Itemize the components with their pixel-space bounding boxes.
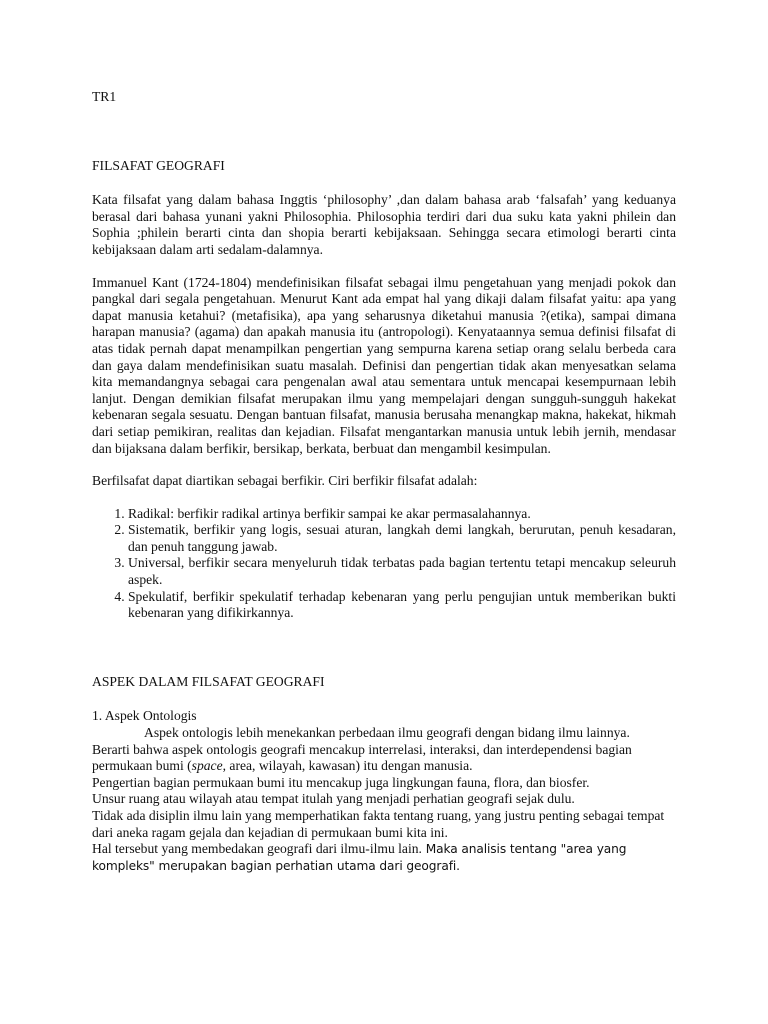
text-segment: Hal tersebut yang membedakan geografi dari ilmu-ilmu lain. — [92, 841, 422, 857]
italic-term-space: space — [191, 758, 223, 774]
paragraph-ontologis-area — [92, 841, 676, 874]
paragraph-kant: Immanuel Kant (1724-1804) mendefinisikan filsafat sebagai ilmu pengetahuan yang menjadi pokok dan pangkal dari segala pengetahuan. Menurut Kant ada empat hal yang dikaji dalam filsafat yaitu: apa yang dapat manusia ketahui? (metafisika), apa yang seharusnya diketahui manusia ?(etika), sampai dimana harapan manusia? (agama) dan apakah manusia itu (antropologi). Kenyataannya semua definisi filsafat di atas tidak pernah dapat menampilkan pengertian yang sempurna karena setiap orang selalu berbeda cara dan gaya dalam mendefinisikan suatu masalah. Definisi dan pengertian tidak akan menyesatkan selama kita memandangnya sebagai cara pengenalan awal atau sementara untuk mencapai kesempurnaan lebih lanjut. Dengan demikian filsafat merupakan ilmu yang mempelajari dengan sungguh-sungguh hakekat kebenaran segala sesuatu. Dengan bantuan filsafat, manusia berusaha menangkap makna, hakekat, hikmah dari setiap pemikiran, realitas dan kejadian. Filsafat mengantarkan manusia untuk lebih jernih, mendasar dan bijaksana dalam berfikir, bersikap, berkata, berbuat dan mengambil kesimpulan. — [92, 274, 676, 456]
list-item: 4. Spekulatif, berfikir spekulatif terhadap kebenaran yang perlu pengujian untuk memberikan bukti kebenaran yang difikirkannya. — [128, 589, 676, 622]
list-item: 1. Radikal: berfikir radikal artinya berfikir sampai ke akar permasalahannya. — [128, 506, 676, 523]
paragraph-berfilsafat: Berfilsafat dapat diartikan sebagai berfikir. Ciri berfikir filsafat adalah: — [92, 473, 478, 489]
paragraph-ontologis-biosfer: Pengertian bagian permukaan bumi itu mencakup juga lingkungan fauna, flora, dan biosfer. — [92, 774, 590, 790]
header-code: TR1 — [92, 89, 117, 104]
paragraph-ontologis-ruang: Unsur ruang atau wilayah atau tempat itulah yang menjadi perhatian geografi sejak dulu. — [92, 791, 575, 807]
paragraph-ontologis-intro: Aspek ontologis lebih menekankan perbedaan ilmu geografi dengan bidang ilmu lainnya. — [144, 725, 630, 741]
list-item: 2. Sistematik, berfikir yang logis, sesuai aturan, langkah demi langkah, berurutan, penuh kesadaran, dan penuh tanggung jawab. — [128, 522, 676, 555]
document-page — [92, 89, 676, 874]
section-title-aspek: ASPEK DALAM FILSAFAT GEOGRAFI — [92, 673, 325, 689]
subsection-title-ontologis: 1. Aspek Ontologis — [92, 708, 197, 724]
text-segment-sans: Maka analisis tentang "area yang kompleks" merupakan bagian perhatian utama dari geografi. — [92, 842, 627, 873]
text-segment: , area, wilayah, kawasan) itu dengan manusia. — [222, 758, 473, 774]
section-title-filsafat-geografi: FILSAFAT GEOGRAFI — [92, 157, 225, 173]
text-segment: Berarti bahwa aspek ontologis geografi mencakup interrelasi, interaksi, dan interdependensi bagian permukaan bumi ( — [92, 741, 632, 774]
ciri-berfikir-list — [92, 506, 676, 622]
paragraph-ontologis-disiplin: Tidak ada disiplin ilmu lain yang memperhatikan fakta tentang ruang, yang justru penting sebagai tempat dari aneka ragam gejala dan kejadian di permukaan bumi kita ini. — [92, 808, 665, 840]
paragraph-ontologis-space — [92, 742, 676, 775]
list-item: 3. Universal, berfikir secara menyeluruh tidak terbatas pada bagian tertentu tetapi mencakup seleuruh aspek. — [128, 555, 676, 588]
paragraph-etymology: Kata filsafat yang dalam bahasa Inggtis ‘philosophy’ ,dan dalam bahasa arab ‘falsafah’ yang keduanya berasal dari bahasa yunani yakni Philosophia. Philosophia terdiri dari dua suku kata yakni philein dan Sophia ;philein berarti cinta dan shopia berarti kebijaksaan. Sehingga secara etimologi berarti cinta kebijaksaan dalam arti sedalam-dalamnya. — [92, 192, 676, 257]
